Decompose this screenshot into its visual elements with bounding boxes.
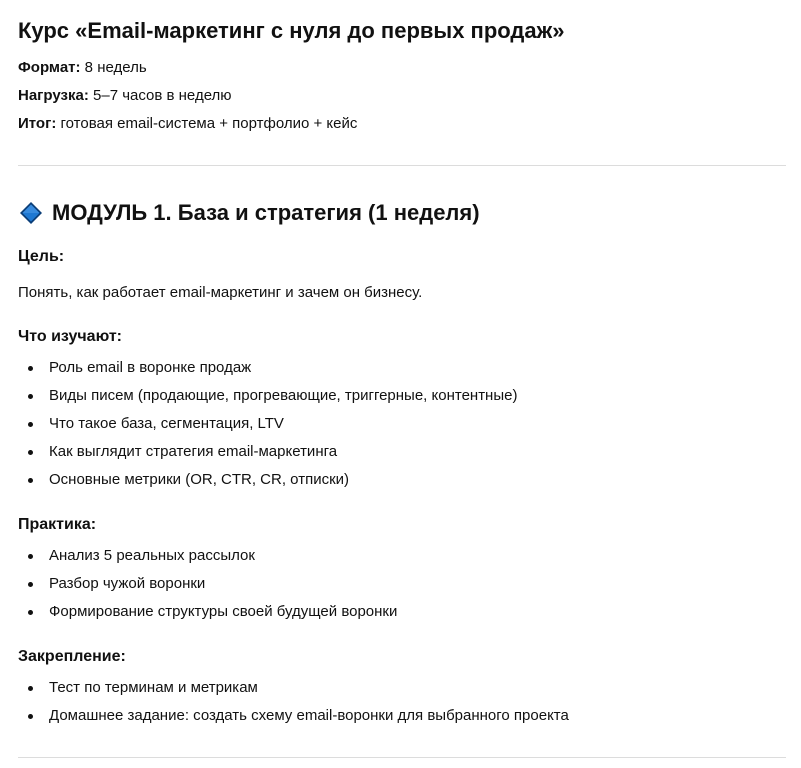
goal-text: Понять, как работает email-маркетинг и зачем он бизнесу. <box>18 284 423 301</box>
list-item <box>18 598 397 626</box>
list-item-text: Основные метрики (OR, CTR, CR, отписки) <box>49 471 350 488</box>
bullet-icon <box>28 714 33 719</box>
bullet-icon <box>28 450 33 455</box>
load-line <box>18 86 232 106</box>
list-item-text: Разбор чужой воронки <box>49 575 206 592</box>
result-label: Итог: <box>18 115 57 132</box>
list-item-text: Роль email в воронке продаж <box>49 359 252 376</box>
result-line <box>18 114 357 134</box>
list-item-text: Тест по терминам и метрикам <box>49 679 258 696</box>
list-item <box>18 542 397 570</box>
bullet-icon <box>28 554 33 559</box>
practice-heading: Практика: <box>18 516 97 533</box>
format-value: 8 недель <box>80 59 147 76</box>
bullet-icon <box>28 610 33 615</box>
list-item <box>18 382 517 410</box>
bullet-icon <box>28 582 33 587</box>
list-item <box>18 702 569 730</box>
format-label: Формат: <box>18 59 81 76</box>
list-item-text: Домашнее задание: создать схему email-воронки для выбранного проекта <box>49 707 569 724</box>
module-heading <box>18 198 480 228</box>
list-item <box>18 438 517 466</box>
load-label: Нагрузка: <box>18 87 89 104</box>
bullet-icon <box>28 394 33 399</box>
bullet-icon <box>28 686 33 691</box>
list-item-text: Виды писем (продающие, прогревающие, триггерные, контентные) <box>49 387 518 404</box>
list-item-text: Что такое база, сегментация, LTV <box>49 415 284 432</box>
list-item <box>18 466 517 494</box>
divider <box>18 757 786 758</box>
blue-diamond-icon <box>18 200 44 226</box>
reinforce-heading: Закрепление: <box>18 648 126 665</box>
list-item <box>18 410 517 438</box>
list-item <box>18 570 397 598</box>
divider <box>18 165 786 166</box>
load-value: 5–7 часов в неделю <box>88 87 232 104</box>
study-heading: Что изучают: <box>18 328 122 345</box>
practice-list <box>18 542 397 626</box>
list-item <box>18 354 517 382</box>
course-title: Курс «Email-маркетинг с нуля до первых продаж» <box>18 18 565 43</box>
list-item-text: Формирование структуры своей будущей воронки <box>49 603 398 620</box>
format-line <box>18 58 147 78</box>
bullet-icon <box>28 366 33 371</box>
bullet-icon <box>28 478 33 483</box>
goal-heading: Цель: <box>18 248 65 265</box>
list-item <box>18 674 569 702</box>
bullet-icon <box>28 422 33 427</box>
module-title: МОДУЛЬ 1. База и стратегия (1 неделя) <box>52 200 480 225</box>
list-item-text: Как выглядит стратегия email-маркетинга <box>49 443 338 460</box>
study-list <box>18 354 517 494</box>
reinforce-list <box>18 674 569 730</box>
list-item-text: Анализ 5 реальных рассылок <box>49 547 255 564</box>
result-value: готовая email-система + портфолио + кейс <box>56 115 358 132</box>
